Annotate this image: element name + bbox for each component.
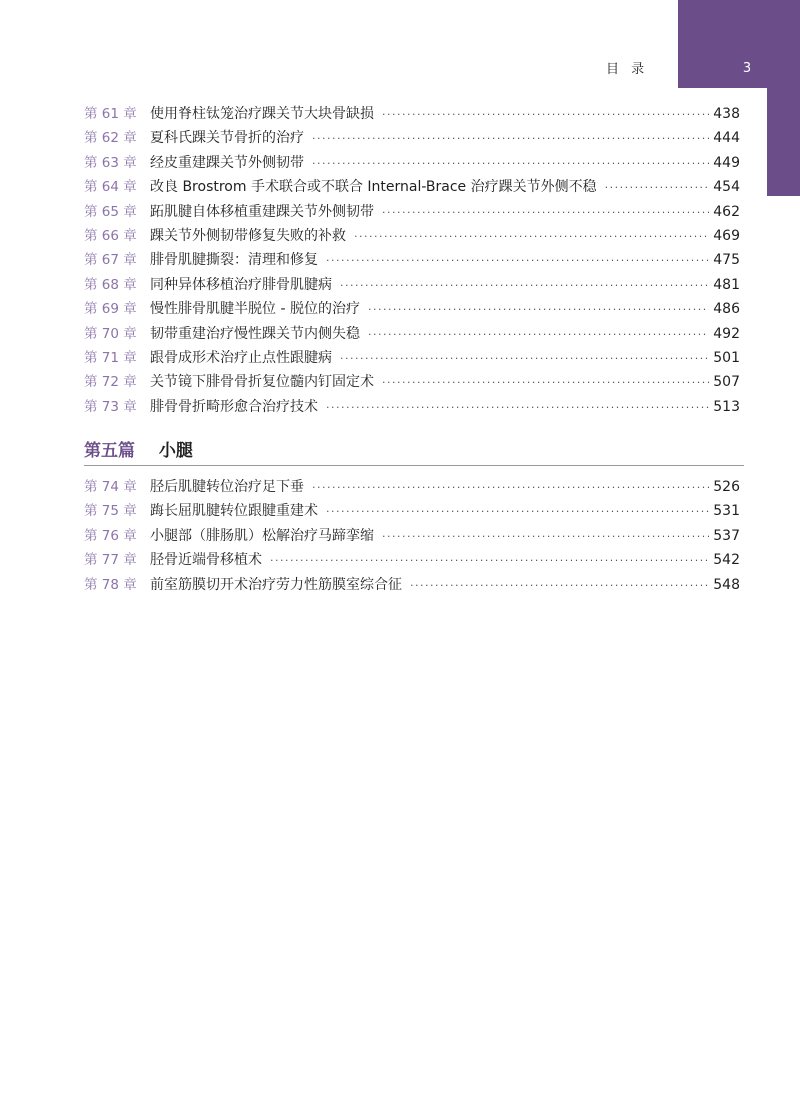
dot-leader [312,127,709,151]
dot-leader [410,574,709,598]
chapter-number: 第 74 章 [84,479,137,495]
section-label: 第五篇 [84,441,135,461]
chapter-number: 第 66 章 [84,227,137,244]
chapter-number: 第 62 章 [84,130,137,147]
toc-entry[interactable] [84,499,740,523]
chapter-page: 481 [713,276,740,293]
chapter-page: 492 [713,325,740,342]
chapter-number: 第 68 章 [84,276,137,293]
chapter-page: 531 [713,503,740,520]
dot-leader [382,201,709,225]
chapter-title: 踇长屈肌腱转位跟腱重建术 [150,503,318,520]
toc-entry[interactable] [84,224,740,248]
chapter-title: 夏科氏踝关节骨折的治疗 [150,130,304,147]
chapter-page: 537 [713,527,740,544]
chapter-number: 第 73 章 [84,398,137,415]
toc-list-part1 [84,102,740,419]
chapter-page: 438 [713,106,740,122]
dot-leader [326,249,709,273]
chapter-page: 542 [713,552,740,569]
chapter-page: 548 [713,576,740,593]
chapter-number: 第 64 章 [84,179,137,196]
chapter-page: 444 [713,130,740,147]
chapter-number: 第 76 章 [84,527,137,544]
dot-leader [326,500,709,524]
toc-entry[interactable] [84,151,740,175]
toc-entry[interactable] [84,395,740,419]
section-heading [84,439,744,466]
chapter-title: 腓骨肌腱撕裂：清理和修复 [150,252,318,269]
toc-entry[interactable] [84,102,740,126]
chapter-page: 469 [713,227,740,244]
toc-entry[interactable] [84,273,740,297]
chapter-number: 第 77 章 [84,552,137,569]
chapter-number: 第 61 章 [84,106,137,122]
dot-leader [605,176,710,200]
dot-leader [354,225,709,249]
toc-entry[interactable] [84,175,740,199]
toc-entry[interactable] [84,548,740,572]
dot-leader [382,103,709,127]
chapter-page: 462 [713,203,740,220]
chapter-number: 第 78 章 [84,576,137,593]
chapter-number: 第 63 章 [84,154,137,171]
chapter-title: 慢性腓骨肌腱半脱位 - 脱位的治疗 [150,301,360,318]
chapter-title: 前室筋膜切开术治疗劳力性筋膜室综合征 [150,576,402,593]
chapter-page: 501 [713,349,740,366]
chapter-page: 486 [713,301,740,318]
toc-entry[interactable] [84,200,740,224]
chapter-number: 第 75 章 [84,503,137,520]
dot-leader [382,525,709,549]
edge-tab-strip [767,88,800,196]
chapter-number: 第 67 章 [84,252,137,269]
toc-entry[interactable] [84,475,740,499]
toc-entry[interactable] [84,524,740,548]
dot-leader [368,298,709,322]
chapter-title: 跟骨成形术治疗止点性跟腱病 [150,349,332,366]
dot-leader [382,371,709,395]
chapter-page: 507 [713,374,740,391]
chapter-page: 454 [713,179,740,196]
chapter-title: 韧带重建治疗慢性踝关节内侧失稳 [150,325,360,342]
dot-leader [312,152,709,176]
toc-entry[interactable] [84,126,740,150]
toc-entry[interactable] [84,573,740,597]
toc-entry[interactable] [84,370,740,394]
toc-list-part2 [84,475,740,597]
toc-entry[interactable] [84,346,740,370]
toc-entry[interactable] [84,297,740,321]
chapter-title: 腓骨骨折畸形愈合治疗技术 [150,398,318,415]
dot-leader [326,396,709,420]
chapter-page: 526 [713,479,740,495]
chapter-title: 小腿部（腓肠肌）松解治疗马蹄挛缩 [150,527,374,544]
chapter-title: 跖肌腱自体移植重建踝关节外侧韧带 [150,203,374,220]
dot-leader [368,323,709,347]
chapter-number: 第 70 章 [84,325,137,342]
chapter-title: 胫后肌腱转位治疗足下垂 [150,479,304,495]
running-header-title: 目 录 [606,62,649,77]
dot-leader [312,476,709,500]
dot-leader [340,274,709,298]
chapter-page: 513 [713,398,740,415]
section-title: 小腿 [158,441,193,461]
toc-entry[interactable] [84,248,740,272]
chapter-title: 改良 Brostrom 手术联合或不联合 Internal-Brace 治疗踝关节外侧不稳 [150,179,597,196]
chapter-title: 关节镜下腓骨骨折复位髓内钉固定术 [150,374,374,391]
chapter-title: 使用脊柱钛笼治疗踝关节大块骨缺损 [150,106,374,122]
chapter-title: 同种异体移植治疗腓骨肌腱病 [150,276,332,293]
chapter-number: 第 72 章 [84,374,137,391]
chapter-page: 475 [713,252,740,269]
chapter-page: 449 [713,154,740,171]
toc-entry[interactable] [84,322,740,346]
chapter-number: 第 69 章 [84,301,137,318]
chapter-number: 第 71 章 [84,349,137,366]
chapter-number: 第 65 章 [84,203,137,220]
dot-leader [270,549,709,573]
page-number: 3 [742,61,752,76]
dot-leader [340,347,709,371]
chapter-title: 踝关节外侧韧带修复失败的补救 [150,227,346,244]
chapter-title: 胫骨近端骨移植术 [150,552,262,569]
chapter-title: 经皮重建踝关节外侧韧带 [150,154,304,171]
